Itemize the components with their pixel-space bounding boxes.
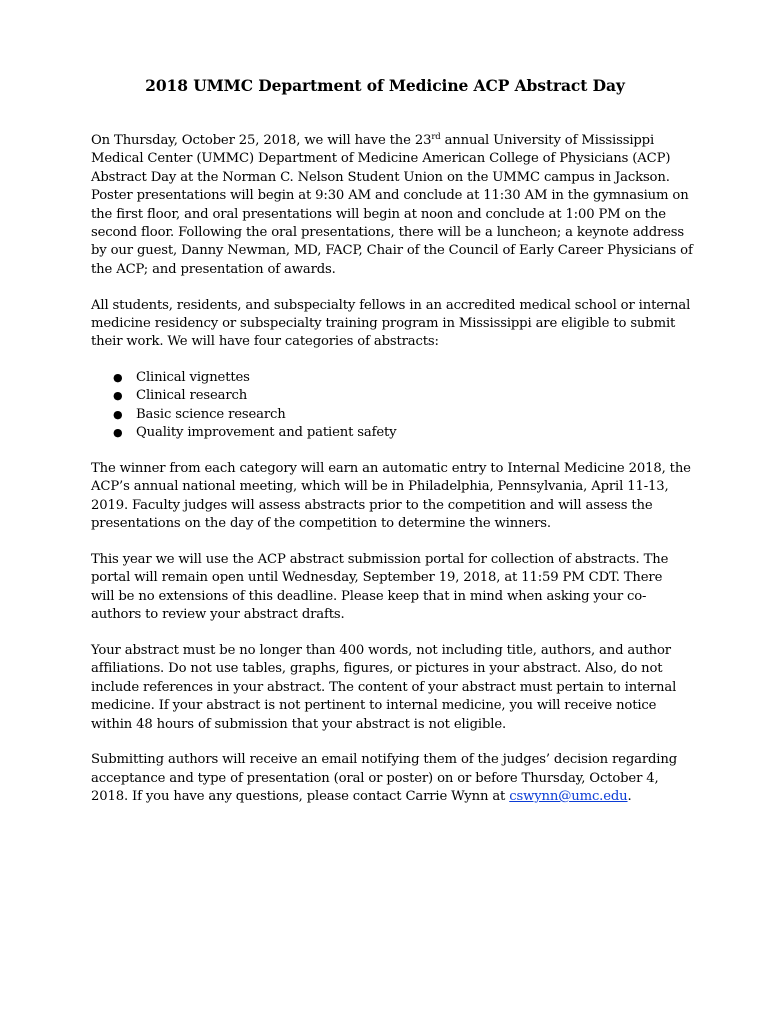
notification-line-end: . — [627, 789, 632, 805]
requirements-paragraph — [91, 642, 691, 734]
winners-paragraph — [91, 460, 691, 534]
winners-line: presentations on the day of the competition to determine the winners. — [91, 516, 551, 532]
bullet-icon: ● — [113, 389, 123, 403]
category-list — [91, 369, 691, 443]
intro-line: Medical Center (UMMC) Department of Medicine American College of Physicians (ACP) — [91, 151, 671, 167]
list-item — [91, 406, 691, 424]
notification-paragraph — [91, 751, 691, 806]
portal-paragraph — [91, 551, 691, 625]
notification-line: Submitting authors will receive an email notifying them of the judges’ decision regarding — [91, 752, 677, 768]
eligibility-line: their work. We will have four categories of abstracts: — [91, 334, 439, 350]
eligibility-paragraph — [91, 297, 691, 352]
notification-line — [91, 788, 691, 806]
winners-line: The winner from each category will earn an automatic entry to Internal Medicine 2018, the — [91, 461, 691, 477]
portal-line: portal will remain open until Wednesday, September 19, 2018, at 11:59 PM CDT. There — [91, 570, 663, 586]
notification-line-text: 2018. If you have any questions, please contact Carrie Wynn at — [91, 789, 510, 805]
intro-paragraph — [91, 132, 691, 279]
eligibility-line: medicine residency or subspecialty training program in Mississippi are eligible to submit — [91, 315, 676, 331]
portal-line: will be no extensions of this deadline. Please keep that in mind when asking your co- — [91, 588, 647, 604]
intro-line: Poster presentations will begin at 9:30 AM and conclude at 11:30 AM in the gymnasium on — [91, 188, 689, 204]
intro-line: second floor. Following the oral presentations, there will be a luncheon; a keynote address — [91, 224, 685, 240]
category-label: Clinical research — [136, 388, 248, 404]
requirements-line: within 48 hours of submission that your abstract is not eligible. — [91, 716, 507, 732]
page-title: 2018 UMMC Department of Medicine ACP Abstract Day — [145, 76, 625, 95]
winners-line: ACP’s annual national meeting, which will be in Philadelphia, Pennsylvania, April 11-13, — [91, 479, 669, 495]
intro-line: the ACP; and presentation of awards. — [91, 261, 336, 277]
list-item — [91, 369, 691, 387]
document-body — [91, 132, 691, 824]
bullet-icon: ● — [113, 407, 123, 421]
intro-line: the first floor, and oral presentations will begin at noon and conclude at 1:00 PM on the — [91, 206, 666, 222]
requirements-line: Your abstract must be no longer than 400 words, not including title, authors, and author — [91, 642, 671, 658]
eligibility-line: All students, residents, and subspecialty fellows in an accredited medical school or internal — [91, 297, 691, 313]
category-label: Basic science research — [136, 406, 286, 422]
requirements-line: include references in your abstract. The content of your abstract must pertain to internal — [91, 679, 677, 695]
bullet-icon: ● — [113, 371, 123, 385]
list-item — [91, 424, 691, 442]
notification-line: acceptance and type of presentation (oral or poster) on or before Thursday, October 4, — [91, 770, 659, 786]
winners-line: 2019. Faculty judges will assess abstracts prior to the competition and will assess the — [91, 497, 653, 513]
intro-line: by our guest, Danny Newman, MD, FACP, Chair of the Council of Early Career Physicians of — [91, 243, 693, 259]
requirements-line: affiliations. Do not use tables, graphs, figures, or pictures in your abstract. Also, do not — [91, 661, 663, 677]
contact-email-link[interactable]: cswynn@umc.edu — [509, 789, 628, 805]
portal-line: This year we will use the ACP abstract submission portal for collection of abstracts. The — [91, 551, 669, 567]
list-item — [91, 387, 691, 405]
requirements-line: medicine. If your abstract is not pertinent to internal medicine, you will receive notice — [91, 698, 657, 714]
intro-line — [91, 132, 691, 150]
intro-line: Abstract Day at the Norman C. Nelson Student Union on the UMMC campus in Jackson. — [91, 169, 670, 185]
category-label: Clinical vignettes — [136, 370, 250, 386]
category-label: Quality improvement and patient safety — [136, 425, 397, 441]
portal-line: authors to review your abstract drafts. — [91, 607, 345, 623]
intro-line-text: On Thursday, October 25, 2018, we will have the 23 — [91, 133, 432, 148]
intro-line-text: annual University of Mississippi — [440, 133, 655, 148]
ordinal-suffix: rd — [431, 132, 441, 142]
bullet-icon: ● — [113, 426, 123, 440]
